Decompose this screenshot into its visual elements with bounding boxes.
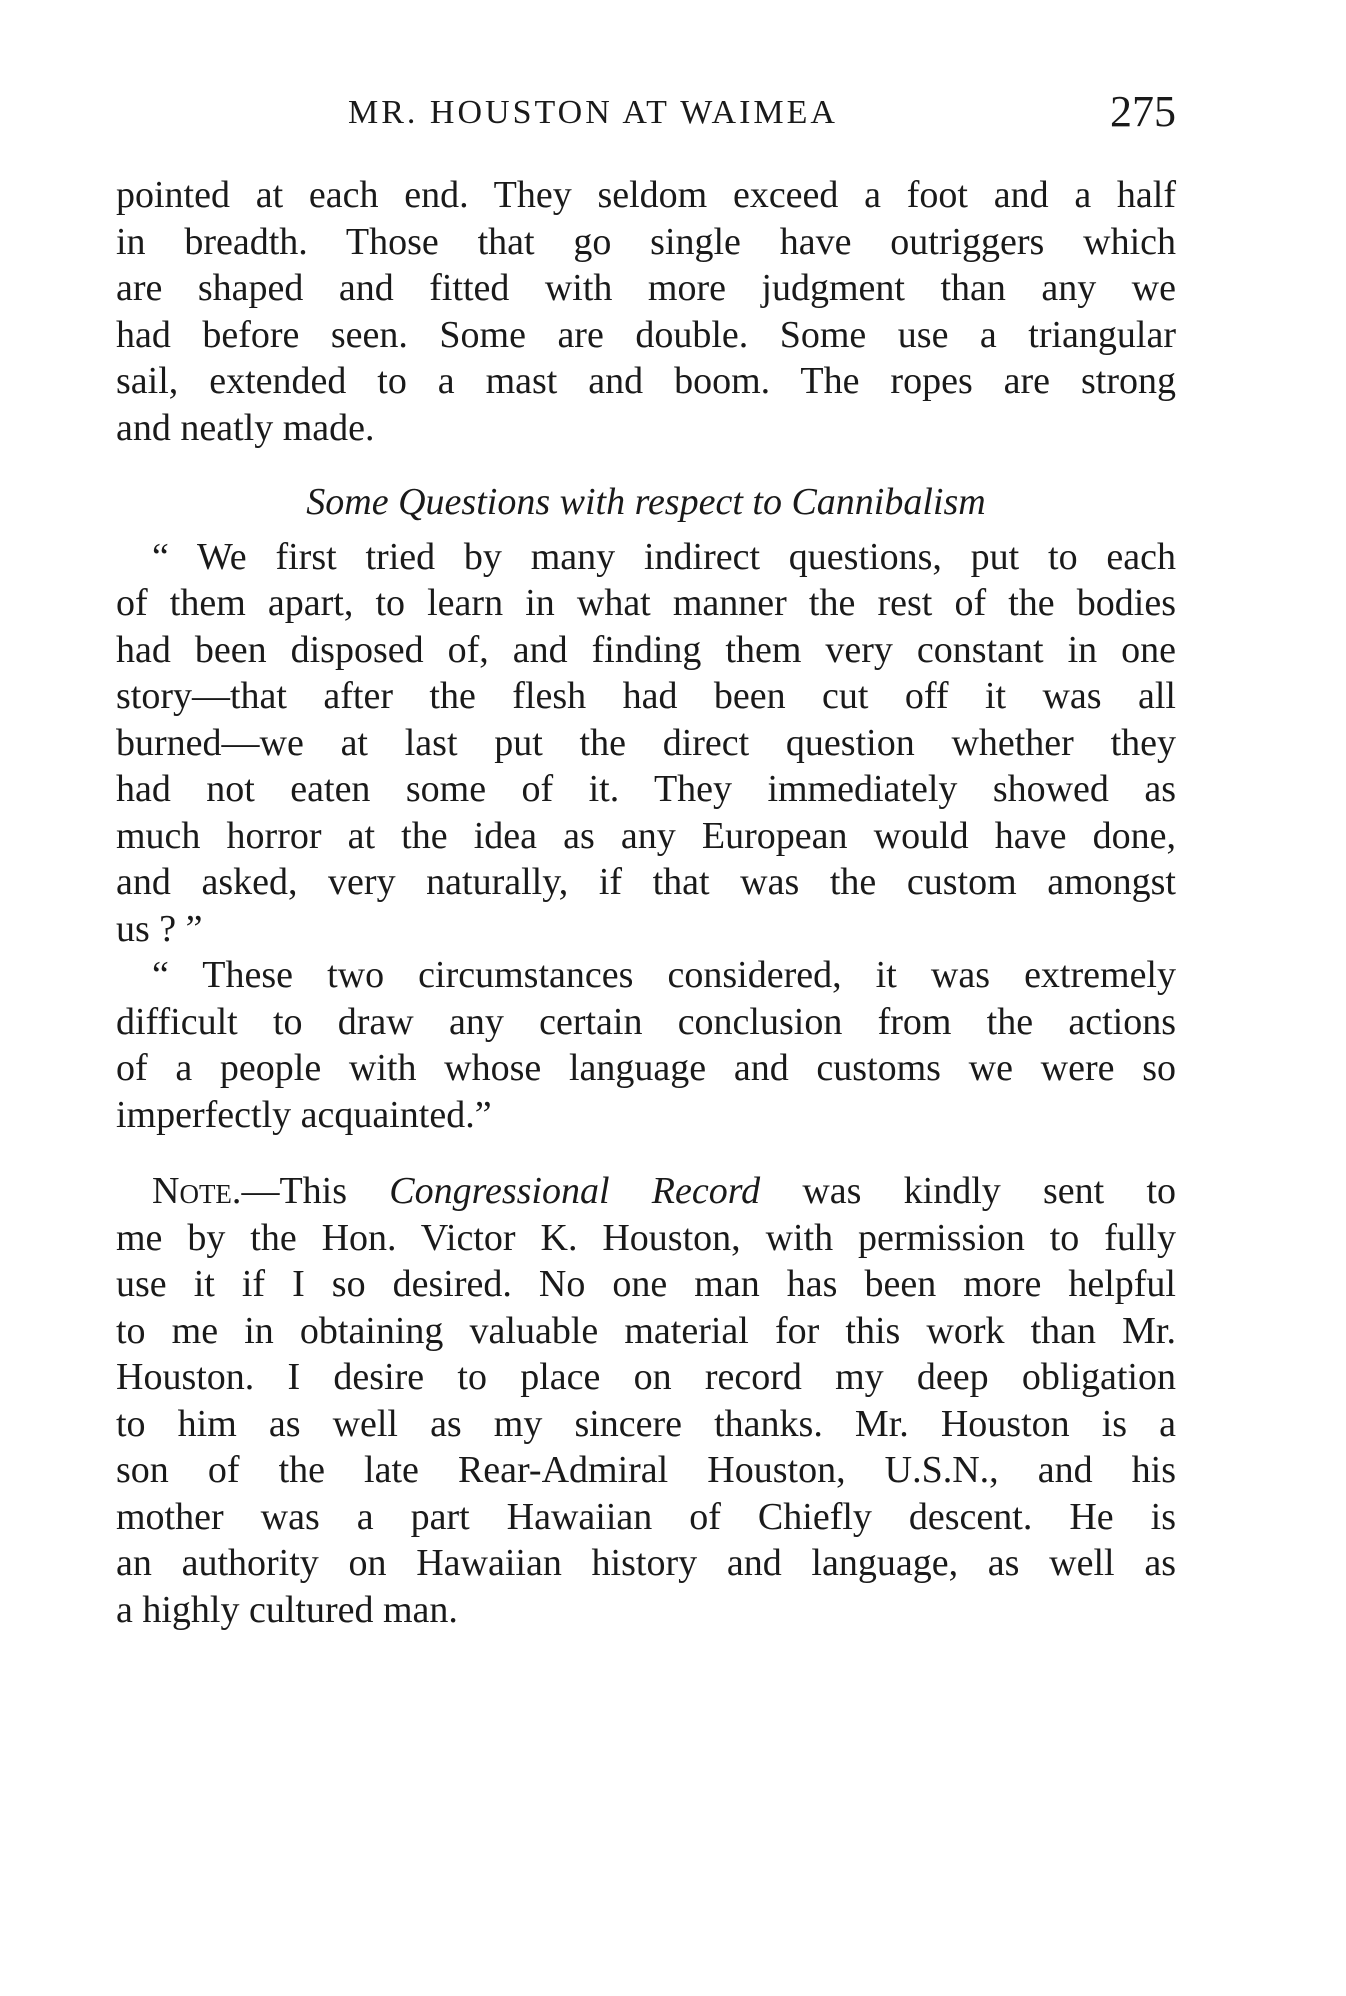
text-line: mother was a part Hawaiian of Chiefly descent. He is	[116, 1495, 1176, 1538]
text-line: to him as well as my sincere thanks. Mr. Houston is a	[116, 1402, 1176, 1445]
text-line: and asked, very naturally, if that was the custom amongst	[116, 861, 1176, 903]
running-title: MR. HOUSTON AT WAIMEA	[348, 94, 838, 131]
text-line: burned—we at last put the direct question whether they	[116, 721, 1176, 764]
paragraph-canoes	[116, 172, 1176, 451]
page-number: 275	[1110, 87, 1176, 136]
text-line: had been disposed of, and finding them very constant in one	[116, 628, 1176, 671]
note-first-line	[116, 1168, 1176, 1215]
text-line: “ These two circumstances considered, it was extremely	[152, 954, 1176, 996]
note-label: Note.	[152, 1170, 242, 1212]
note-italic-title: Congressional Record	[389, 1170, 761, 1212]
text-line: much horror at the idea as any European would have done,	[116, 814, 1176, 857]
text-line: and neatly made.	[116, 406, 375, 449]
paragraph-questions	[116, 534, 1176, 953]
text-line: of a people with whose language and customs we were so	[116, 1047, 1176, 1089]
note-line1-rest: was kindly sent to	[760, 1170, 1176, 1212]
text-line: to me in obtaining valuable material for this work than Mr.	[116, 1309, 1176, 1352]
text-line: are shaped and fitted with more judgment than any we	[116, 267, 1176, 309]
note-dash: —This	[241, 1170, 390, 1212]
text-line: story—that after the flesh had been cut off it was all	[116, 675, 1176, 717]
section-heading: Some Questions with respect to Cannibalism	[306, 481, 986, 523]
text-line: difficult to draw any certain conclusion from the actions	[116, 1000, 1176, 1043]
text-line: of them apart, to learn in what manner the rest of the bodies	[116, 582, 1176, 624]
text-line: imperfectly acquainted.”	[116, 1093, 492, 1136]
text-line: use it if I so desired. No one man has been more helpful	[116, 1263, 1176, 1305]
text-line: me by the Hon. Victor K. Houston, with permission to fully	[116, 1216, 1176, 1259]
text-line: a highly cultured man.	[116, 1588, 458, 1631]
text-line: in breadth. Those that go single have outriggers which	[116, 220, 1176, 263]
body-text	[116, 172, 1176, 1633]
text-line: us ? ”	[116, 907, 203, 950]
text-line: pointed at each end. They seldom exceed a foot and a half	[116, 174, 1176, 216]
text-line: had not eaten some of it. They immediately showed as	[116, 768, 1176, 810]
text-line: “ We first tried by many indirect questions, put to each	[152, 535, 1176, 578]
paragraph-circumstances	[116, 952, 1176, 1138]
text-line: had before seen. Some are double. Some use a triangular	[116, 313, 1176, 356]
running-head	[116, 86, 1176, 146]
text-line: son of the late Rear-Admiral Houston, U.S.N., and his	[116, 1449, 1176, 1491]
text-line: an authority on Hawaiian history and language, as well as	[116, 1542, 1176, 1584]
paragraph-note	[116, 1168, 1176, 1633]
text-line: sail, extended to a mast and boom. The ropes are strong	[116, 360, 1176, 402]
text-line: Houston. I desire to place on record my deep obligation	[116, 1356, 1176, 1398]
